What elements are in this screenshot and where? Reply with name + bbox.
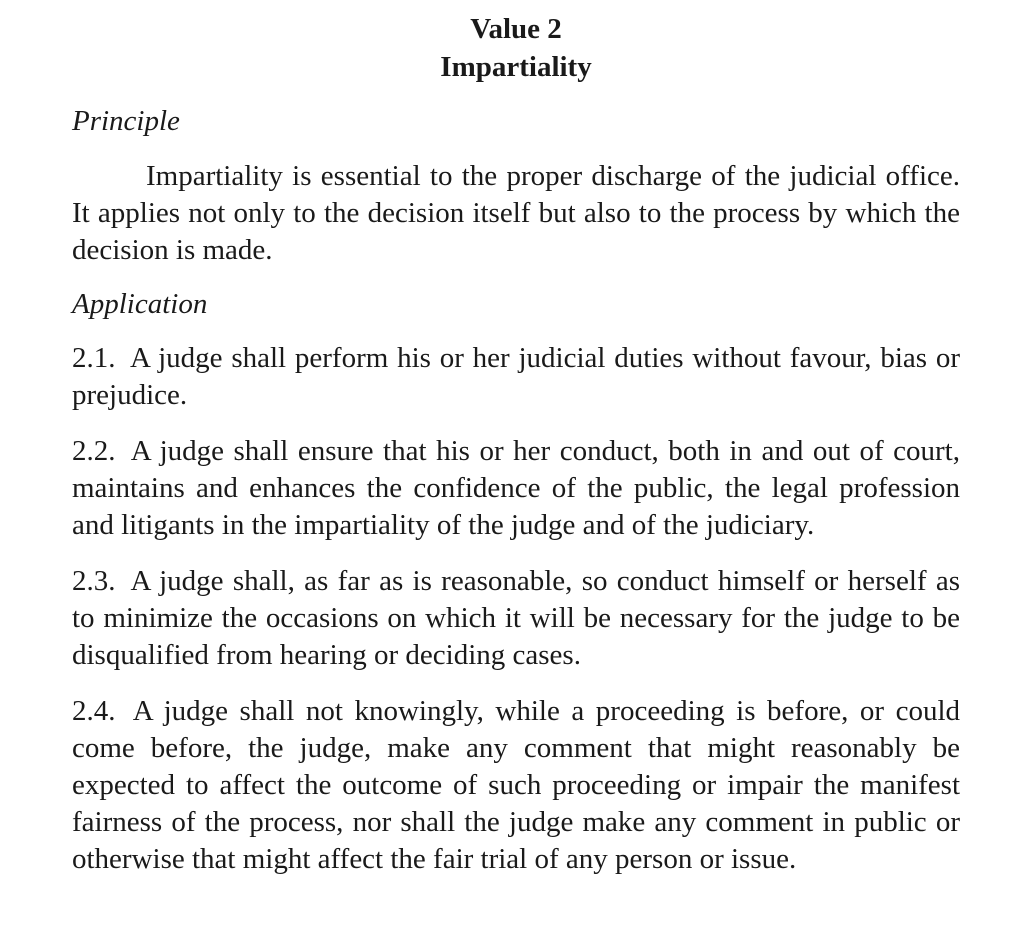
principle-text: Impartiality is essential to the proper discharge of the judicial office. It applies not only to the decision itself but also to the process by which the decision is made.	[72, 160, 960, 266]
document-page	[72, 10, 960, 878]
page-title: Impartiality	[440, 51, 592, 83]
clause-text: A judge shall ensure that his or her conduct, both in and out of court, maintains and enhances the confidence of the public, the legal profession and litigants in the impartiality of the judge and of the judiciary.	[72, 435, 960, 541]
principle-label: Principle	[72, 105, 180, 137]
clause-number: 2.4.	[72, 695, 123, 727]
clause-text: A judge shall, as far as is reasonable, so conduct himself or herself as to minimize the occasions on which it will be necessary for the judge to be disqualified from hearing or deciding cases.	[72, 565, 960, 671]
clause-2-1	[72, 340, 960, 414]
clause-number: 2.2.	[72, 435, 123, 467]
clause-2-4	[72, 693, 960, 878]
clause-number: 2.1.	[72, 342, 123, 374]
clause-number: 2.3.	[72, 565, 123, 597]
clause-2-2	[72, 433, 960, 544]
clause-2-3	[72, 563, 960, 674]
clause-text: A judge shall not knowingly, while a proceeding is before, or could come before, the judge, make any comment that might reasonably be expected to affect the outcome of such proceeding or impair the manifest fairness of the process, nor shall the judge make any comment in public or otherwise that might affect the fair trial of any person or issue.	[72, 695, 961, 875]
application-label: Application	[72, 288, 208, 320]
clause-text: A judge shall perform his or her judicial duties without favour, bias or prejudice.	[72, 342, 960, 411]
value-heading: Value 2	[470, 13, 562, 45]
